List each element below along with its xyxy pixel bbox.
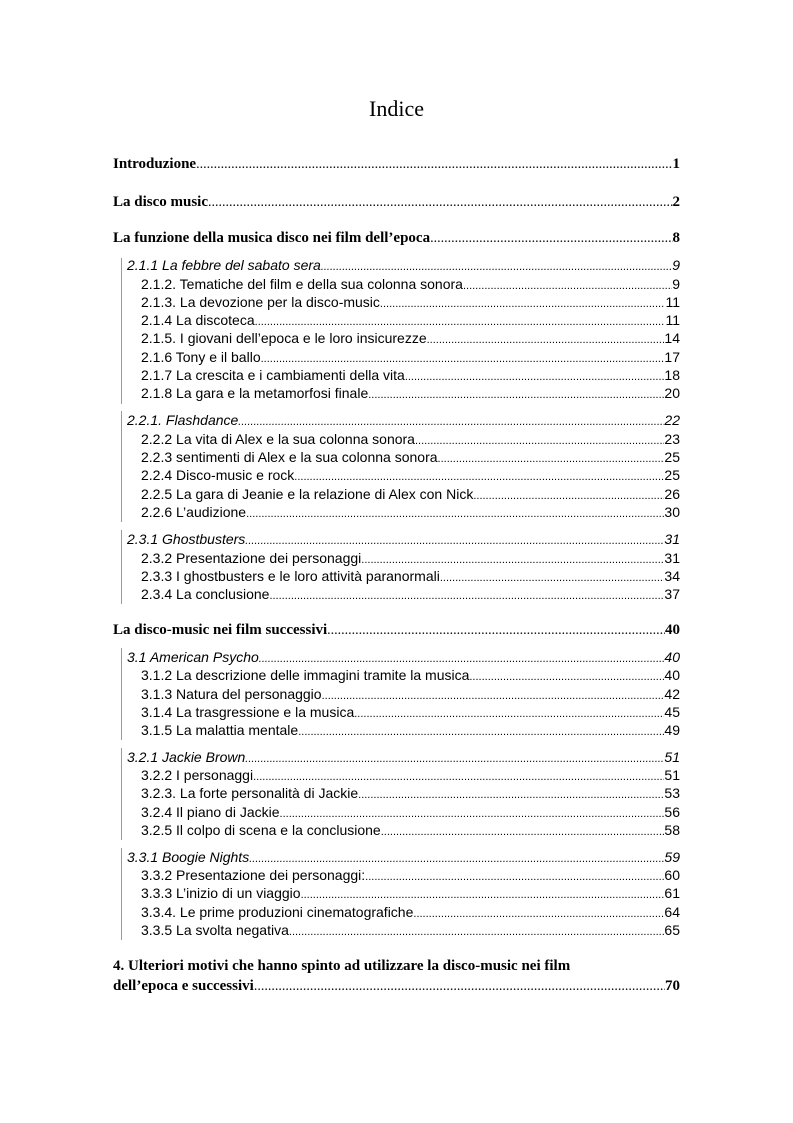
toc-page-number: 8 — [672, 230, 680, 246]
toc-leader — [269, 586, 664, 602]
toc-page-number: 18 — [664, 367, 680, 383]
toc-entry-2-2-3[interactable] — [141, 449, 680, 465]
toc-page-number: 60 — [664, 867, 680, 883]
toc-entry-title: 3.2.1 Jackie Brown — [127, 749, 246, 765]
toc-page-number: 9 — [672, 257, 680, 273]
toc-entry-title: 3.2.5 Il colpo di scena e la conclusione — [141, 822, 381, 838]
toc-entry-2-2-2[interactable] — [141, 431, 680, 447]
toc-leader — [254, 978, 665, 995]
toc-entry-3-3-5[interactable] — [141, 922, 680, 938]
toc-entry-title: La disco-music nei film successivi — [113, 622, 328, 638]
toc-leader — [365, 867, 664, 883]
toc-page-number: 34 — [664, 568, 680, 584]
toc-entry-disco-music[interactable] — [113, 194, 680, 211]
toc-entry-3-3-4[interactable] — [141, 904, 680, 920]
section-guide-line — [121, 848, 122, 940]
toc-leader — [368, 385, 664, 401]
section-guide-line — [121, 258, 122, 404]
toc-leader — [473, 486, 664, 502]
section-guide-line — [121, 648, 122, 740]
toc-leader — [440, 568, 665, 584]
toc-entry-title: 2.3.3 I ghostbusters e le loro attività paranormali — [141, 568, 440, 584]
toc-entry-3-3-3[interactable] — [141, 885, 680, 901]
toc-entry-title: 3.1.5 La malattia mentale — [141, 722, 299, 738]
toc-page-number: 56 — [664, 804, 680, 820]
toc-entry-title: dell’epoca e successivi — [113, 978, 254, 994]
toc-page-number: 14 — [664, 330, 680, 346]
toc-entry-title: 2.2.5 La gara di Jeanie e la relazione di Alex con Nick — [141, 486, 474, 502]
toc-entry-2-2-5[interactable] — [141, 486, 680, 502]
toc-page-number: 37 — [664, 586, 680, 602]
toc-page-number: 30 — [664, 504, 680, 520]
toc-page-number: 65 — [664, 922, 680, 938]
toc-page-number: 40 — [664, 667, 680, 683]
toc-entry-2-3-2[interactable] — [141, 550, 680, 566]
toc-page-number: 23 — [664, 431, 680, 447]
toc-page-number: 64 — [664, 904, 680, 920]
toc-leader — [430, 230, 672, 247]
toc-entry-title: 2.1.2. Tematiche del film e della sua colonna sonora — [141, 276, 463, 292]
toc-leader — [245, 749, 664, 765]
toc-page-number: 53 — [664, 785, 680, 801]
toc-page-number: 17 — [664, 349, 680, 365]
toc-page-number: 59 — [664, 849, 680, 865]
page-title: Indice — [369, 96, 424, 121]
toc-entry-2-2-6[interactable] — [141, 504, 680, 520]
toc-entry-3-1-3[interactable] — [141, 686, 680, 702]
toc-page-number: 45 — [664, 704, 680, 720]
toc-entry-3-1[interactable] — [127, 649, 680, 665]
toc-entry-title: 2.2.6 L’audizione — [141, 504, 247, 520]
toc-entry-title: La disco music — [113, 194, 209, 210]
toc-leader — [289, 922, 665, 938]
toc-entry-title: La funzione della musica disco nei film dell’epoca — [113, 230, 431, 246]
toc-entry-3-2-1[interactable] — [127, 749, 680, 765]
toc-page-number: 58 — [664, 822, 680, 838]
toc-entry-3-2-4[interactable] — [141, 804, 680, 820]
toc-page-number: 51 — [664, 749, 680, 765]
toc-entry-3-3-1[interactable] — [127, 849, 680, 865]
toc-leader — [301, 885, 665, 901]
toc-leader — [413, 904, 664, 920]
toc-entry-3-2-5[interactable] — [141, 822, 680, 838]
toc-page-number: 20 — [664, 385, 680, 401]
toc-entry-3-3-2[interactable] — [141, 867, 680, 883]
toc-entry-title: 3.3.2 Presentazione dei personaggi: — [141, 867, 366, 883]
toc-leader — [246, 504, 664, 520]
toc-page-number: 31 — [664, 550, 680, 566]
toc-leader — [298, 722, 664, 738]
toc-leader — [294, 467, 664, 483]
toc-entry-3-2-2[interactable] — [141, 767, 680, 783]
toc-leader — [253, 767, 664, 783]
toc-entry-title: 3.1.2 La descrizione delle immagini tramite la musica — [141, 667, 470, 683]
toc-entry-2-3-1[interactable] — [127, 531, 680, 547]
toc-entry-3-1-4[interactable] — [141, 704, 680, 720]
toc-page-number: 1 — [672, 156, 680, 172]
toc-entry-title: 3.3.3 L’inizio di un viaggio — [141, 885, 301, 901]
toc-entry-ulteriori[interactable] — [113, 978, 680, 995]
toc-entry-2-1-4[interactable] — [141, 312, 680, 328]
toc-entry-title: 3.3.1 Boogie Nights — [127, 849, 250, 865]
toc-leader — [469, 667, 664, 683]
toc-entry-ulteriori-line1[interactable]: 4. Ulteriori motivi che hanno spinto ad utilizzare la disco-music nei film — [113, 958, 571, 974]
toc-leader — [249, 849, 664, 865]
toc-entry-title: 2.1.5. I giovani dell’epoca e le loro insicurezze — [141, 330, 427, 346]
toc-leader — [238, 412, 664, 428]
toc-entry-2-1-1[interactable] — [127, 257, 680, 273]
toc-leader — [322, 686, 665, 702]
toc-entry-title: 2.2.4 Disco-music e rock — [141, 467, 295, 483]
toc-leader — [255, 312, 666, 328]
toc-leader — [280, 804, 665, 820]
toc-entry-2-1-8[interactable] — [141, 385, 680, 401]
toc-entry-2-1-5[interactable] — [141, 330, 680, 346]
toc-page-number: 11 — [665, 312, 680, 328]
section-guide-line — [121, 411, 122, 522]
toc-page-number: 42 — [664, 686, 680, 702]
toc-entry-title: 2.1.6 Tony e il ballo — [141, 349, 261, 365]
toc-entry-2-3-4[interactable] — [141, 586, 680, 602]
toc-entry-title: 2.3.1 Ghostbusters — [127, 531, 246, 547]
toc-entry-title: 2.1.3. La devozione per la disco-music — [141, 294, 380, 310]
toc-page-number: 40 — [665, 622, 680, 638]
toc-entry-title: 3.1.4 La trasgressione e la musica — [141, 704, 355, 720]
toc-page-number: 61 — [664, 885, 680, 901]
toc-entry-2-2-4[interactable] — [141, 467, 680, 483]
toc-leader — [361, 550, 664, 566]
toc-entry-title: 3.2.3. La forte personalità di Jackie — [141, 785, 359, 801]
toc-page-number: 51 — [664, 767, 680, 783]
toc-entry-title: 2.1.7 La crescita e i cambiamenti della vita — [141, 367, 405, 383]
toc-entry-title: 2.3.2 Presentazione dei personaggi — [141, 550, 362, 566]
toc-leader — [259, 649, 665, 665]
toc-leader — [463, 276, 672, 292]
toc-entry-title: 3.3.5 La svolta negativa — [141, 922, 289, 938]
toc-entry-funzione[interactable] — [113, 230, 680, 247]
toc-page-number: 31 — [664, 531, 680, 547]
toc-page-number: 9 — [672, 276, 680, 292]
toc-page-number: 26 — [664, 486, 680, 502]
toc-entry-title: 2.1.4 La discoteca — [141, 312, 255, 328]
toc-entry-title: 3.2.4 Il piano di Jackie — [141, 804, 280, 820]
toc-page-number: 11 — [665, 294, 680, 310]
toc-leader — [358, 785, 664, 801]
toc-entry-3-2-3[interactable] — [141, 785, 680, 801]
toc-entry-title: Introduzione — [113, 156, 197, 172]
toc-entry-title: 2.2.1. Flashdance — [127, 412, 239, 428]
toc-entry-title: 3.2.2 I personaggi — [141, 767, 254, 783]
toc-leader — [381, 822, 665, 838]
toc-page-number: 49 — [664, 722, 680, 738]
toc-entry-2-1-7[interactable] — [141, 367, 680, 383]
toc-leader — [321, 257, 672, 273]
toc-entry-title: 3.1.3 Natura del personaggio — [141, 686, 322, 702]
toc-leader — [261, 349, 665, 365]
section-guide-line — [121, 530, 122, 604]
toc-leader — [415, 431, 664, 447]
toc-entry-title: 2.2.3 sentimenti di Alex e la sua colonna sonora — [141, 449, 438, 465]
toc-entry-title: 2.1.1 La febbre del sabato sera — [127, 257, 321, 273]
toc-leader — [245, 531, 664, 547]
toc-entry-title: 2.3.4 La conclusione — [141, 586, 270, 602]
toc-leader — [380, 294, 666, 310]
toc-leader — [405, 367, 665, 383]
toc-entry-title: 2.2.2 La vita di Alex e la sua colonna sonora — [141, 431, 415, 447]
toc-leader — [427, 330, 665, 346]
toc-leader — [327, 622, 665, 639]
toc-page-number: 25 — [664, 449, 680, 465]
toc-entry-2-1-2[interactable] — [141, 276, 680, 292]
toc-entry-3-1-2[interactable] — [141, 667, 680, 683]
toc-entry-successivi[interactable] — [113, 622, 680, 639]
toc-entry-2-3-3[interactable] — [141, 568, 680, 584]
toc-page-number: 22 — [664, 412, 680, 428]
toc-entry-2-2-1[interactable] — [127, 412, 680, 428]
toc-entry-title: 3.1 American Psycho — [127, 649, 259, 665]
toc-leader — [208, 194, 672, 211]
toc-leader — [438, 449, 665, 465]
toc-entry-2-1-3[interactable] — [141, 294, 680, 310]
toc-page-number: 25 — [664, 467, 680, 483]
toc-entry-introduzione[interactable] — [113, 156, 680, 173]
toc-leader — [354, 704, 664, 720]
section-guide-line — [121, 748, 122, 840]
toc-entry-title: 3.3.4. Le prime produzioni cinematografiche — [141, 904, 414, 920]
toc-page-number: 2 — [672, 194, 680, 210]
toc-entry-title: 2.1.8 La gara e la metamorfosi finale — [141, 385, 369, 401]
toc-page-number: 40 — [664, 649, 680, 665]
toc-entry-2-1-6[interactable] — [141, 349, 680, 365]
toc-page-number: 70 — [665, 978, 680, 994]
toc-entry-3-1-5[interactable] — [141, 722, 680, 738]
toc-leader — [196, 156, 672, 173]
